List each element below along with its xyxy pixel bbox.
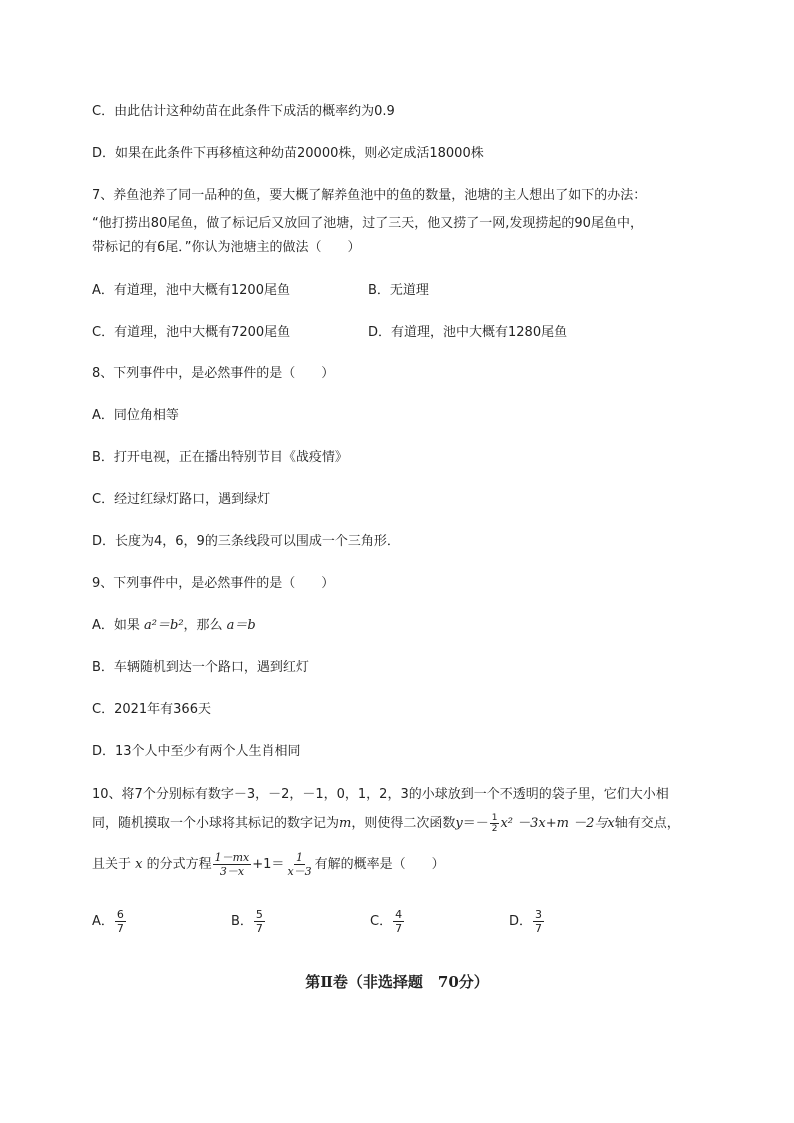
q7-option-d: D．有道理，池中大概有1280尾鱼 <box>368 325 568 340</box>
q10-line2-text-d: 轴有交点， <box>614 816 680 831</box>
q10-line3-plus: +1＝ <box>252 857 285 872</box>
q10-f1-den: 3－x <box>219 865 245 878</box>
q9-option-a <box>92 614 256 633</box>
q10-option-a <box>92 908 127 935</box>
q10-stem-line3 <box>92 850 445 880</box>
q10-var-y: y <box>455 816 463 831</box>
q9-option-a-prefix: A．如果 <box>92 618 145 633</box>
q10-line3-text-b: 的分式方程 <box>142 857 212 872</box>
q6-option-c: C．由此估计这种幼苗在此条件下成活的概率约为0.9 <box>92 104 395 119</box>
q8-stem: 8、下列事件中，是必然事件的是（ ） <box>92 366 335 381</box>
q10-f2-num: 1 <box>296 851 304 864</box>
q10-option-a-den: 7 <box>116 922 124 935</box>
q7-stem-line1: 7、养鱼池养了同一品种的鱼，要大概了解养鱼池中的鱼的数量，池塘的主人想出了如下的办法： <box>92 188 647 203</box>
q8-option-c: C．经过红绿灯路口，遇到绿灯 <box>92 492 271 507</box>
q10-option-c-den: 7 <box>395 922 403 935</box>
section-title: 第Ⅱ卷（非选择题 70分） <box>305 973 489 991</box>
q10-quadratic-expression: x² －3x+m －2与 <box>500 816 608 831</box>
q10-option-d-den: 7 <box>535 922 543 935</box>
q7-option-c: C．有道理，池中大概有7200尾鱼 <box>92 325 291 340</box>
q10-option-c-fraction <box>393 908 404 935</box>
q10-half-fraction <box>490 813 500 834</box>
q9-stem: 9、下列事件中，是必然事件的是（ ） <box>92 576 335 591</box>
q7-option-b: B．无道理 <box>368 283 429 298</box>
q10-option-a-fraction <box>115 908 126 935</box>
q10-line2-eq: ＝－ <box>462 816 489 831</box>
q10-line3-text-c: 有解的概率是（ ） <box>314 857 445 872</box>
q10-option-b <box>231 908 266 935</box>
q10-half-den: 2 <box>491 824 498 834</box>
q8-option-d: D．长度为4，6，9的三条线段可以围成一个三角形． <box>92 534 400 549</box>
q10-equation-fraction-left <box>213 851 252 878</box>
q10-option-c <box>370 908 405 935</box>
q10-var-m: m <box>339 816 352 831</box>
q9-option-a-math2: a＝b <box>226 618 256 633</box>
q10-line3-var-x: x <box>135 857 143 872</box>
q10-option-d <box>509 908 545 935</box>
q10-option-a-label: A． <box>92 914 114 929</box>
q8-option-a: A．同位角相等 <box>92 408 179 423</box>
q10-option-a-num: 6 <box>116 908 124 921</box>
q10-half-num: 1 <box>491 813 498 823</box>
q10-option-d-label: D． <box>509 914 533 929</box>
q9-option-b: B．车辆随机到达一个路口，遇到红灯 <box>92 660 309 675</box>
q10-option-c-label: C． <box>370 914 393 929</box>
q10-option-c-num: 4 <box>395 908 403 921</box>
q9-option-a-math1: a²＝b² <box>144 618 184 633</box>
q7-option-a: A．有道理，池中大概有1200尾鱼 <box>92 283 290 298</box>
q10-var-x: x <box>607 816 615 831</box>
q10-option-d-fraction <box>533 908 544 935</box>
q10-stem-line2 <box>92 812 680 836</box>
q10-option-b-den: 7 <box>255 922 263 935</box>
q10-option-b-fraction <box>254 908 265 935</box>
q10-f2-den: x－3 <box>287 865 312 878</box>
q10-line2-text-b: ，则使得二次函数 <box>351 816 456 831</box>
q8-option-b: B．打开电视，正在播出特别节目《战疫情》 <box>92 450 348 465</box>
q6-option-d: D．如果在此条件下再移植这种幼苗20000株，则必定成活18000株 <box>92 146 484 161</box>
q10-option-d-num: 3 <box>535 908 543 921</box>
q9-option-a-mid: ，那么 <box>183 618 227 633</box>
q10-f1-num: 1－mx <box>214 851 250 864</box>
q10-stem-line1: 10、将7个分别标有数字－3，－2，－1，0，1，2，3的小球放到一个不透明的袋子里，它们大小相 <box>92 787 669 802</box>
q10-option-b-label: B． <box>231 914 253 929</box>
q10-equation-fraction-right <box>285 851 313 878</box>
q10-line2-text-a: 同，随机摸取一个小球将其标记的数字记为 <box>92 816 340 831</box>
q7-stem-line3: 带标记的有6尾．”你认为池塘主的做法（ ） <box>92 240 361 255</box>
q10-line3-text-a: 且关于 <box>92 857 136 872</box>
q9-option-d: D．13个人中至少有两个人生肖相同 <box>92 744 301 759</box>
q9-option-c: C．2021年有366天 <box>92 702 211 717</box>
q10-option-b-num: 5 <box>255 908 263 921</box>
q7-stem-line2: “他打捞出80尾鱼，做了标记后又放回了池塘，过了三天，他又捞了一网,发现捞起的90尾鱼中， <box>92 216 643 231</box>
